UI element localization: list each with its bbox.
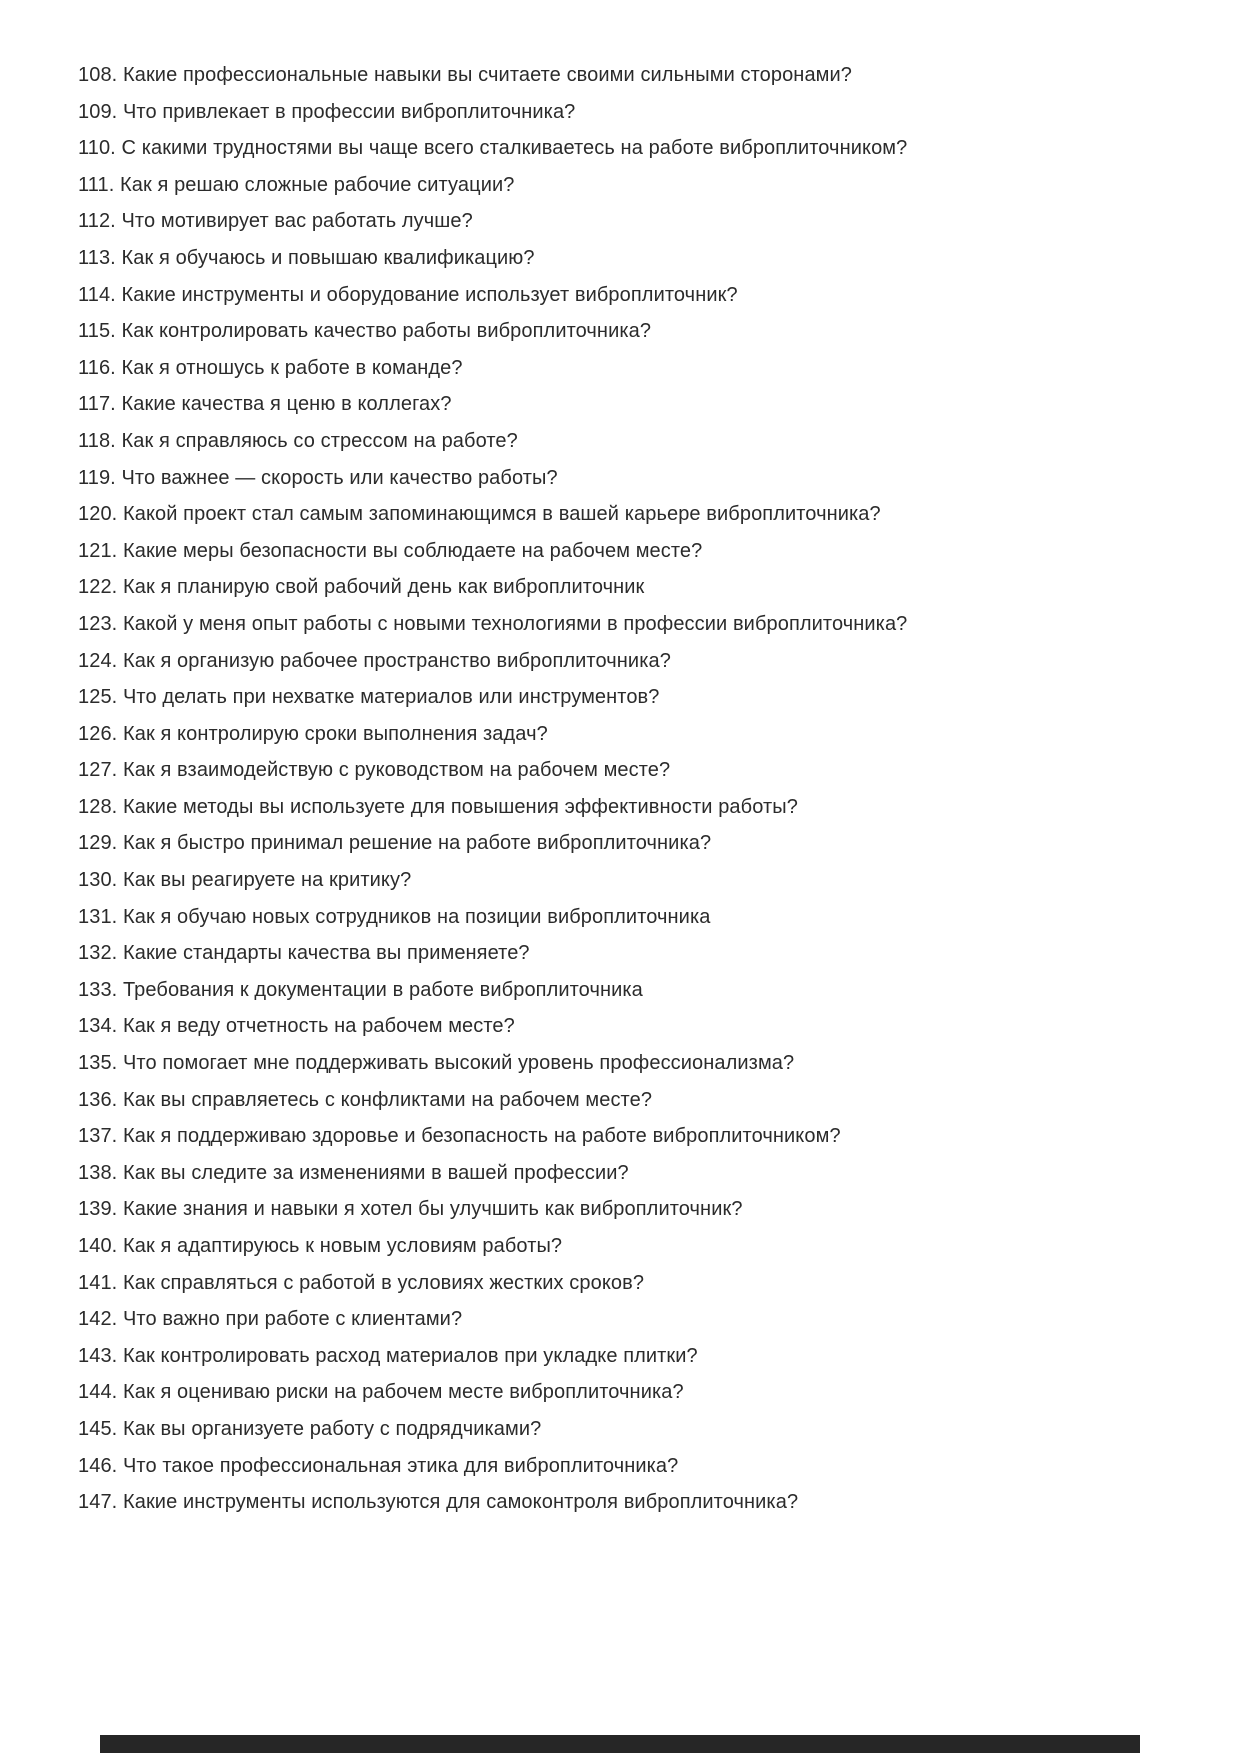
list-item: 115. Как контролировать качество работы виброплиточника?	[78, 320, 652, 343]
list-item: 125. Что делать при нехватке материалов или инструментов?	[78, 686, 660, 709]
list-item: 124. Как я организую рабочее пространство виброплиточника?	[78, 649, 671, 672]
list-item: 116. Как я отношусь к работе в команде?	[78, 356, 463, 379]
list-item: 133. Требования к документации в работе виброплиточника	[78, 978, 643, 1001]
list-item: 117. Какие качества я ценю в коллегах?	[78, 393, 452, 416]
list-item: 127. Как я взаимодействую с руководством на рабочем месте?	[78, 759, 671, 782]
list-item: 112. Что мотивирует вас работать лучше?	[78, 210, 473, 233]
list-item: 145. Как вы организуете работу с подрядчиками?	[78, 1417, 542, 1440]
list-item: 144. Как я оцениваю риски на рабочем месте виброплиточника?	[78, 1381, 684, 1404]
list-item: 146. Что такое профессиональная этика для виброплиточника?	[78, 1454, 679, 1477]
list-item: 140. Как я адаптируюсь к новым условиям работы?	[78, 1235, 563, 1257]
list-item: 142. Что важно при работе с клиентами?	[78, 1308, 463, 1331]
list-item: 108. Какие профессиональные навыки вы считаете своими сильными сторонами?	[78, 64, 853, 86]
list-item: 126. Как я контролирую сроки выполнения задач?	[78, 722, 548, 745]
list-item: 113. Как я обучаюсь и повышаю квалификацию?	[78, 246, 535, 269]
list-item: 123. Какой у меня опыт работы с новыми технологиями в профессии виброплиточника?	[78, 612, 908, 635]
list-item: 135. Что помогает мне поддерживать высокий уровень профессионализма?	[78, 1052, 795, 1075]
list-item: 118. Как я справляюсь со стрессом на работе?	[78, 429, 518, 452]
bottom-bar	[100, 1735, 1140, 1753]
list-item: 132. Какие стандарты качества вы применяете?	[78, 942, 530, 965]
list-item: 139. Какие знания и навыки я хотел бы улучшить как виброплиточник?	[78, 1198, 743, 1221]
list-item: 143. Как контролировать расход материалов при укладке плитки?	[78, 1344, 698, 1367]
list-item: 122. Как я планирую свой рабочий день как виброплиточник	[78, 576, 645, 599]
list-item: 129. Как я быстро принимал решение на работе виброплиточника?	[78, 832, 712, 855]
list-item: 137. Как я поддерживаю здоровье и безопасность на работе виброплиточником?	[78, 1125, 841, 1148]
list-item: 136. Как вы справляетесь с конфликтами на рабочем месте?	[78, 1088, 653, 1111]
list-item: 147. Какие инструменты используются для самоконтроля виброплиточника?	[78, 1491, 799, 1514]
list-item: 141. Как справляться с работой в условиях жестких сроков?	[78, 1271, 645, 1294]
list-item: 109. Что привлекает в профессии виброплиточника?	[78, 100, 576, 123]
list-item: 134. Как я веду отчетность на рабочем месте?	[78, 1015, 515, 1038]
list-item: 138. Как вы следите за изменениями в вашей профессии?	[78, 1161, 629, 1184]
list-item: 111. Как я решаю сложные рабочие ситуации?	[78, 173, 515, 196]
list-item: 121. Какие меры безопасности вы соблюдаете на рабочем месте?	[78, 539, 703, 562]
list-item: 131. Как я обучаю новых сотрудников на позиции виброплиточника	[78, 905, 711, 928]
list-item: 128. Какие методы вы используете для повышения эффективности работы?	[78, 795, 798, 818]
list-item: 120. Какой проект стал самым запоминающимся в вашей карьере виброплиточника?	[78, 503, 881, 526]
list-item: 110. С какими трудностями вы чаще всего сталкиваетесь на работе виброплиточником?	[78, 137, 908, 160]
list-item: 119. Что важнее — скорость или качество работы?	[78, 466, 558, 489]
question-list	[78, 57, 1199, 1521]
list-item: 130. Как вы реагируете на критику?	[78, 869, 412, 892]
list-item: 114. Какие инструменты и оборудование использует виброплиточник?	[78, 283, 738, 306]
